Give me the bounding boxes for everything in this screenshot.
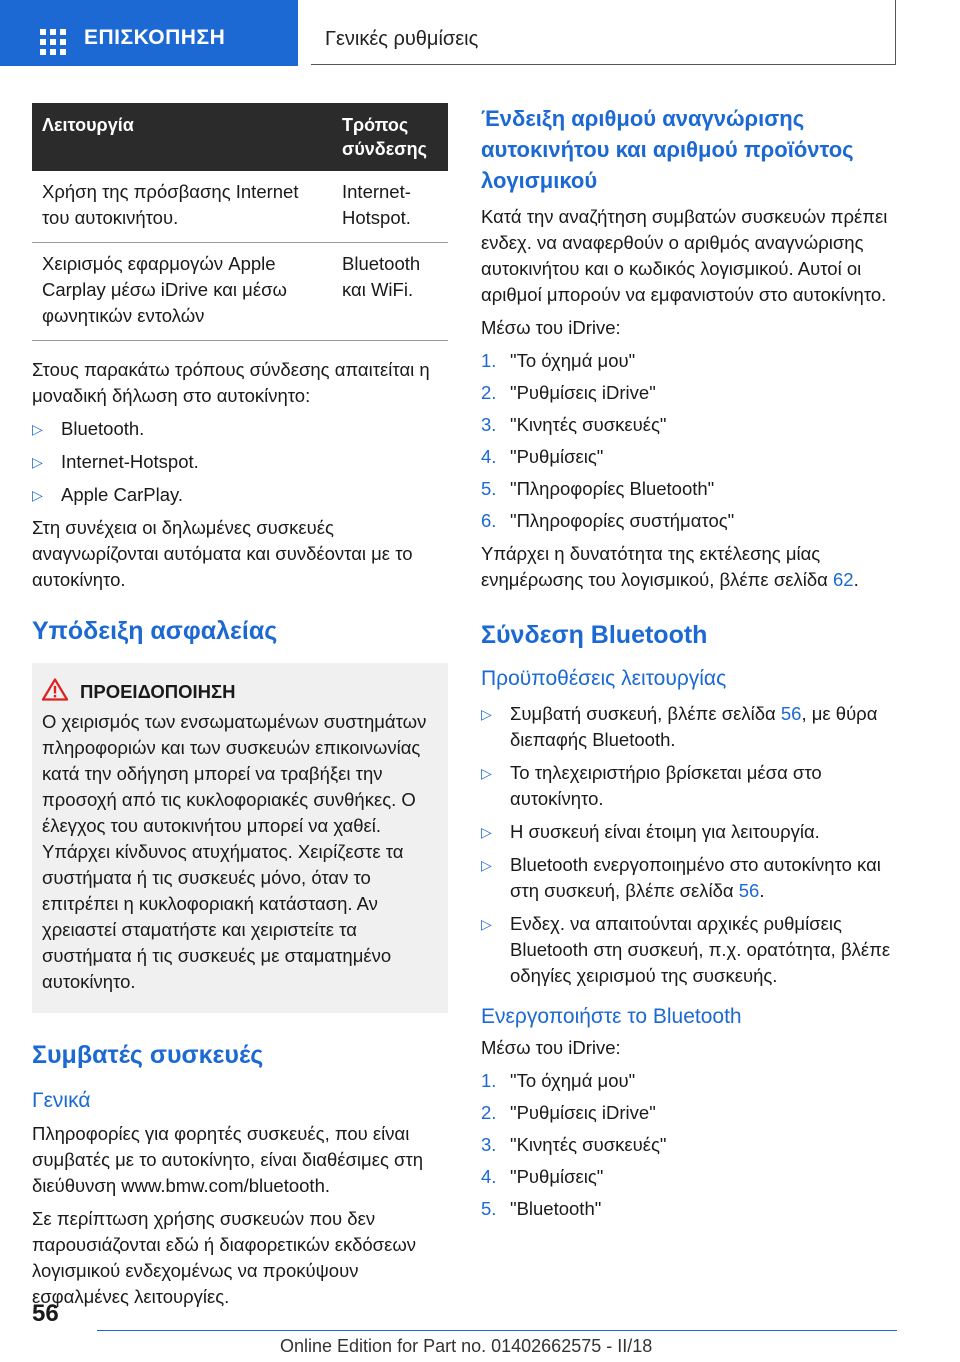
steps-list-activate xyxy=(481,1068,901,1222)
step-number: 4. xyxy=(481,1166,497,1187)
step-number: 3. xyxy=(481,1134,497,1155)
step-number: 1. xyxy=(481,1070,497,1091)
footer-divider xyxy=(97,1330,897,1331)
step-text: "Πληροφορίες συστήματος" xyxy=(510,510,735,531)
id-heading: Ένδειξη αριθμού αναγνώρισης αυτοκινήτου και αριθμού προϊόντος λογισμικού xyxy=(481,106,854,193)
general-paragraph-1: Πληροφορίες για φορητές συσκευές, που είναι συμβατές με το αυτοκίνητο, είναι διαθέσιμες στη διεύθυνση www.bmw.com/bluetooth. xyxy=(32,1123,424,1196)
prereq-text: Bluetooth ενεργοποιημένο στο αυτοκίνητο και στη συσκευή, βλέπε σελίδα xyxy=(510,854,881,901)
prereq-text: Συμβατή συσκευή, βλέπε σελίδα xyxy=(510,703,781,724)
left-column xyxy=(32,103,448,1317)
table-cell: Χειρισμός εφαρμογών Apple Carplay μέσω iDrive και μέσω φωνητικών εντολών xyxy=(32,243,332,341)
intro-paragraph: Στους παρακάτω τρόπους σύνδεσης απαιτείται η μοναδική δήλωση στο αυτοκίνητο: xyxy=(32,359,430,406)
warning-title-row xyxy=(42,679,438,705)
step-text: "Bluetooth" xyxy=(510,1198,602,1219)
bluetooth-heading: Σύνδεση Bluetooth xyxy=(481,621,708,649)
footer-edition: Online Edition for Part no. 01402662575 - II/18 xyxy=(280,1336,653,1356)
right-column xyxy=(481,103,901,1229)
table-cell: Χρήση της πρόσβασης Internet του αυτοκινήτου. xyxy=(32,171,332,243)
list-item: ▷ Ενδεχ. να απαιτούνται αρχικές ρυθμίσεις Bluetooth στη συσκευή, π.χ. ορατότητα, βλέπε οδηγίες χειρισμού της συσκευής. xyxy=(481,911,901,989)
via-idrive-label-2: Μέσω του iDrive: xyxy=(481,1037,621,1058)
step-number: 6. xyxy=(481,510,497,531)
list-item xyxy=(481,476,901,502)
general-paragraph-2: Σε περίπτωση χρήσης συσκευών που δεν παρουσιάζονται εδώ ή διαφορετικών εκδόσεων λογισμικού ενδεχομένως να προκύψουν εσφαλμένες λειτουργίες. xyxy=(32,1208,417,1307)
page-link-62[interactable]: 62 xyxy=(832,569,854,590)
list-item xyxy=(481,508,901,534)
page-number: 56 xyxy=(32,1300,59,1327)
table-header-row xyxy=(32,103,448,171)
list-item xyxy=(481,380,901,406)
safety-heading: Υπόδειξη ασφαλείας xyxy=(32,617,278,645)
step-number: 1. xyxy=(481,350,497,371)
prereq-text: , με θύρα διεπαφής Bluetooth. xyxy=(510,703,878,750)
prereq-text: . xyxy=(759,880,765,901)
general-heading: Γενικά xyxy=(32,1089,91,1112)
id-paragraph: Κατά την αναζήτηση συμβατών συσκευών πρέπει ενδεχ. να αναφερθούν ο αριθμός αναγνώρισης αυτοκινήτου και ο κωδικός λογισμικού. Αυτοί οι αριθμοί μπορούν να εμφανιστούν στο αυτοκίνητο. xyxy=(481,206,888,305)
list-item xyxy=(481,1132,901,1158)
connection-modes-list xyxy=(32,416,448,508)
warning-box xyxy=(32,663,448,1013)
list-item xyxy=(481,1068,901,1094)
step-text: "Ρυθμίσεις" xyxy=(510,446,604,467)
list-item xyxy=(481,348,901,374)
update-paragraph xyxy=(481,541,901,593)
step-text: "Ρυθμίσεις" xyxy=(510,1166,604,1187)
chapter-tab[interactable] xyxy=(311,0,896,65)
page-link-56[interactable]: 56 xyxy=(780,703,802,724)
list-item: ▷ Apple CarPlay. xyxy=(32,482,448,508)
warning-text: Ο χειρισμός των ενσωματωμένων συστημάτων πληροφοριών και των συσκευών επικοινωνίας κατά την οδήγηση μπορεί να τραβήξει την προσοχή από τις κυκλοφοριακές συνθήκες. Ο έλεγχος του αυτοκινήτου μπορεί να χαθεί. Υπάρχει κίνδυνος ατυχήματος. Χειρίζεστε τα συστήματα ή τις συσκευές μόνο, όταν το επιτρέπει η κυκλοφοριακή κατάσταση. Αν χρειαστεί σταματήστε και χειριστείτε τα συστήματα ή τις συσκευές με σταματημένο αυτοκίνητο. xyxy=(42,711,427,992)
step-number: 2. xyxy=(481,1102,497,1123)
list-item: ▷ Το τηλεχειριστήριο βρίσκεται μέσα στο αυτοκίνητο. xyxy=(481,760,901,812)
warning-title: ΠΡΟΕΙΔΟΠΟΙΗΣΗ xyxy=(80,681,236,702)
update-end: . xyxy=(853,569,859,590)
connection-table xyxy=(32,103,448,341)
steps-list-info xyxy=(481,348,901,534)
table-header-connection: Τρόπος σύνδεσης xyxy=(332,103,448,171)
step-text: "Ρυθμίσεις iDrive" xyxy=(510,382,656,403)
list-item xyxy=(481,444,901,470)
prereq-list xyxy=(481,701,901,989)
step-text: "Κινητές συσκευές" xyxy=(510,1134,667,1155)
compat-heading: Συμβατές συσκευές xyxy=(32,1041,264,1069)
list-item xyxy=(481,1196,901,1222)
table-row xyxy=(32,171,448,243)
section-title: ΕΠΙΣΚΟΠΗΣΗ xyxy=(84,26,226,49)
update-text: Υπάρχει η δυνατότητα της εκτέλεσης μίας ενημέρωσης του λογισμικού, βλέπε σελίδα xyxy=(481,543,833,590)
step-text: "Πληροφορίες Bluetooth" xyxy=(510,478,715,499)
list-item: ▷ Η συσκευή είναι έτοιμη για λειτουργία. xyxy=(481,819,901,845)
table-row xyxy=(32,243,448,341)
step-text: "Το όχημά μου" xyxy=(510,1070,636,1091)
table-cell: Bluetooth και WiFi. xyxy=(332,243,448,341)
prereq-heading: Προϋποθέσεις λειτουργίας xyxy=(481,667,727,690)
table-cell: Internet-Hotspot. xyxy=(332,171,448,243)
step-number: 5. xyxy=(481,1198,497,1219)
step-number: 2. xyxy=(481,382,497,403)
via-idrive-label: Μέσω του iDrive: xyxy=(481,317,621,338)
step-number: 4. xyxy=(481,446,497,467)
after-paragraph: Στη συνέχεια οι δηλωμένες συσκευές αναγνωρίζονται αυτόματα και συνδέονται με το αυτοκίνητο. xyxy=(32,517,413,590)
step-number: 5. xyxy=(481,478,497,499)
table-header-function: Λειτουργία xyxy=(32,103,332,171)
list-item xyxy=(481,1164,901,1190)
step-text: "Το όχημά μου" xyxy=(510,350,636,371)
list-item: ▷ Internet-Hotspot. xyxy=(32,449,448,475)
step-text: "Ρυθμίσεις iDrive" xyxy=(510,1102,656,1123)
page-link-56[interactable]: 56 xyxy=(738,880,760,901)
section-tab[interactable] xyxy=(0,0,298,66)
step-text: "Κινητές συσκευές" xyxy=(510,414,667,435)
list-item xyxy=(481,412,901,438)
activate-heading: Ενεργοποιήστε το Bluetooth xyxy=(481,1005,742,1028)
list-item xyxy=(481,1100,901,1126)
list-item xyxy=(481,852,901,904)
warning-triangle-icon xyxy=(42,678,68,701)
list-item xyxy=(481,701,901,753)
list-item: ▷ Bluetooth. xyxy=(32,416,448,442)
chapter-title: Γενικές ρυθμίσεις xyxy=(325,28,479,50)
step-number: 3. xyxy=(481,414,497,435)
